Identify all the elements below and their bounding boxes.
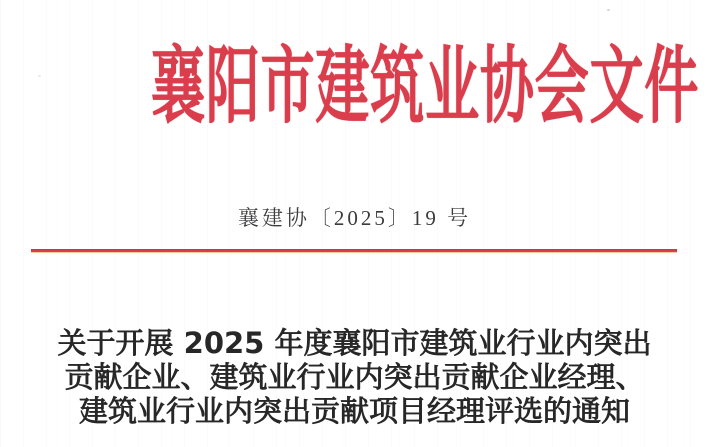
notice-title [0,326,709,428]
scan-speck [38,75,41,77]
notice-title-line-2: 贡献企业、建筑业行业内突出贡献企业经理、 [64,360,645,394]
scan-speck [607,9,610,11]
red-header-divider [31,249,677,252]
notice-title-line-3: 建筑业行业内突出贡献项目经理评选的通知 [78,394,630,428]
document-number: 襄建协〔2025〕19 号 [237,206,472,230]
document-org-title: 襄阳市建筑业协会文件 [150,41,700,134]
notice-title-line-1: 关于开展 2025 年度襄阳市建筑业行业内突出 [57,326,652,360]
org-title-row [0,40,709,159]
